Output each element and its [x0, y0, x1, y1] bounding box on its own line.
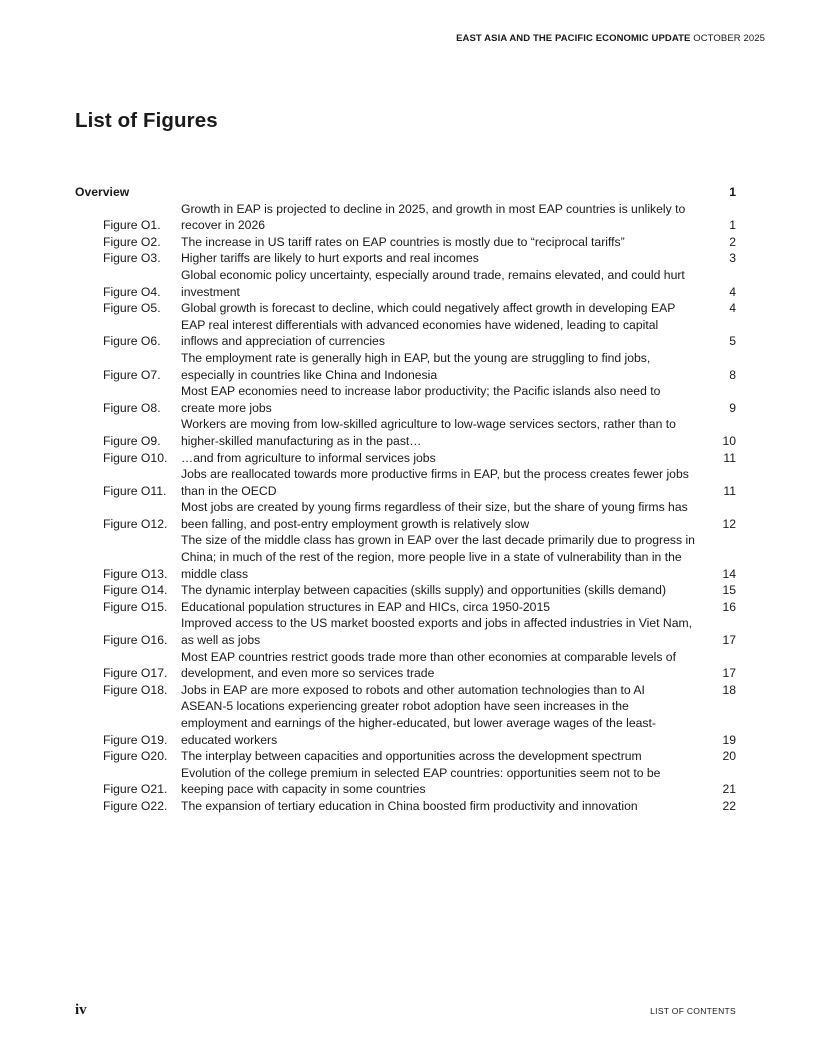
figure-entry[interactable] [75, 682, 736, 699]
figure-page: 16 [722, 599, 736, 614]
publication-date: OCTOBER 2025 [693, 33, 765, 44]
figure-label: Figure O16. [103, 633, 168, 648]
figure-caption: Jobs in EAP are more exposed to robots and other automation technologies than to AI [181, 682, 645, 697]
figure-entry[interactable] [75, 698, 736, 748]
figure-label: Figure O10. [103, 450, 168, 465]
figure-label: Figure O20. [103, 749, 168, 764]
figure-label: Figure O15. [103, 599, 168, 614]
figure-entry[interactable] [75, 615, 736, 648]
figure-label: Figure O22. [103, 798, 168, 813]
figure-page: 15 [722, 583, 736, 598]
figure-page: 20 [722, 749, 736, 764]
figure-entry[interactable] [75, 250, 736, 267]
figure-caption: Most EAP economies need to increase labor productivity; the Pacific islands also need to create more jobs [181, 384, 661, 415]
figure-entry[interactable] [75, 748, 736, 765]
figure-list [75, 184, 736, 815]
figure-label: Figure O19. [103, 732, 168, 747]
figure-label: Figure O7. [103, 367, 161, 382]
figure-page: 22 [722, 798, 736, 813]
figure-label: Figure O14. [103, 583, 168, 598]
running-header [456, 33, 765, 44]
figure-caption: The dynamic interplay between capacities (skills supply) and opportunities (skills demand) [181, 583, 667, 598]
figure-page: 8 [729, 367, 736, 382]
figure-label: Figure O13. [103, 566, 168, 581]
figure-caption: EAP real interest differentials with advanced economies have widened, leading to capital inflows and appreciation of currencies [181, 317, 659, 349]
figure-caption: Global economic policy uncertainty, especially around trade, remains elevated, and could hurt investment [181, 267, 685, 299]
figure-entry[interactable] [75, 599, 736, 616]
figure-label: Figure O8. [103, 400, 161, 415]
figure-page: 1 [729, 218, 736, 233]
figure-caption: Jobs are reallocated towards more productive firms in EAP, but the process creates fewer jobs than in the OECD [181, 467, 689, 498]
figure-caption: Educational population structures in EAP and HICs, circa 1950-2015 [181, 599, 551, 614]
figure-entry[interactable] [75, 267, 736, 300]
figure-label: Figure O9. [103, 433, 161, 448]
figure-entry[interactable] [75, 416, 736, 449]
figure-entry[interactable] [75, 234, 736, 251]
figure-page: 19 [722, 732, 736, 747]
figure-label: Figure O21. [103, 782, 168, 797]
figure-entry[interactable] [75, 466, 736, 499]
figure-page: 17 [722, 633, 736, 648]
figure-entry[interactable] [75, 383, 736, 416]
section-heading[interactable] [75, 184, 736, 201]
figure-label: Figure O3. [103, 251, 161, 266]
figure-entry[interactable] [75, 201, 736, 234]
figure-label: Figure O18. [103, 682, 168, 697]
footer-label: LIST OF CONTENTS [650, 1006, 736, 1016]
figure-label: Figure O12. [103, 516, 168, 531]
figure-entry[interactable] [75, 649, 736, 682]
figure-page: 11 [723, 483, 736, 498]
figure-page: 9 [729, 400, 736, 415]
section-title: Overview [75, 185, 130, 199]
figure-page: 12 [722, 516, 736, 531]
section-page: 1 [729, 185, 736, 199]
figure-label: Figure O5. [103, 301, 161, 316]
figure-entry[interactable] [75, 450, 736, 467]
figure-entry[interactable] [75, 798, 736, 815]
figure-entry[interactable] [75, 300, 736, 317]
figure-caption: The increase in US tariff rates on EAP countries is mostly due to “reciprocal tariffs” [181, 234, 625, 249]
figure-entry[interactable] [75, 582, 736, 599]
figure-caption: …and from agriculture to informal services jobs [181, 450, 436, 465]
figure-label: Figure O4. [103, 284, 161, 299]
page-number: iv [75, 1002, 87, 1018]
figure-caption: The size of the middle class has grown in EAP over the last decade primarily due to progress in China; in much of the rest of the region, more people live in a state of vulnerability than in the middle class [181, 533, 695, 581]
figure-caption: Most EAP countries restrict goods trade more than other economies at comparable levels of development, and even more so services trade [181, 649, 676, 681]
figure-entry[interactable] [75, 499, 736, 532]
figure-page: 4 [729, 301, 736, 316]
figure-page: 5 [729, 334, 736, 349]
figure-page: 11 [723, 450, 736, 465]
figure-caption: ASEAN-5 locations experiencing greater robot adoption have seen increases in the employment and earnings of the higher-educated, but lower average wages of the least-educated workers [181, 699, 656, 747]
figure-label: Figure O11. [103, 483, 167, 498]
figure-caption: Workers are moving from low-skilled agriculture to low-wage services sectors, rather than to higher-skilled manufacturing as in the past… [181, 417, 676, 448]
figure-caption: The interplay between capacities and opportunities across the development spectrum [181, 749, 642, 764]
figure-caption: The employment rate is generally high in EAP, but the young are struggling to find jobs, especially in countries like China and Indonesia [181, 350, 651, 382]
figure-page: 10 [722, 433, 736, 448]
publication-title: EAST ASIA AND THE PACIFIC ECONOMIC UPDATE [456, 33, 691, 44]
figure-page: 3 [729, 251, 736, 266]
figure-caption: Evolution of the college premium in selected EAP countries: opportunities seem not to be keeping pace with capacity in some countries [181, 765, 661, 797]
figure-caption: The expansion of tertiary education in China boosted firm productivity and innovation [181, 798, 638, 813]
figure-label: Figure O1. [103, 218, 161, 233]
figure-label: Figure O6. [103, 334, 161, 349]
figure-page: 14 [722, 566, 736, 581]
figure-page: 18 [722, 682, 736, 697]
figure-caption: Growth in EAP is projected to decline in 2025, and growth in most EAP countries is unlikely to recover in 2026 [181, 201, 686, 233]
figure-entry[interactable] [75, 350, 736, 383]
figure-page: 2 [729, 234, 736, 249]
figure-caption: Improved access to the US market boosted exports and jobs in affected industries in Viet Nam, as well as jobs [181, 616, 693, 648]
figure-entry[interactable] [75, 765, 736, 798]
figure-entry[interactable] [75, 317, 736, 350]
figure-label: Figure O17. [103, 666, 168, 681]
figure-caption: Global growth is forecast to decline, which could negatively affect growth in developing EAP [181, 301, 676, 316]
figure-entry[interactable] [75, 532, 736, 582]
figure-page: 4 [729, 284, 736, 299]
figure-entries [75, 201, 736, 815]
page-title: List of Figures [75, 109, 218, 132]
figure-caption: Most jobs are created by young firms regardless of their size, but the share of young firms has been falling, and post-entry employment growth is relatively slow [181, 500, 688, 531]
figure-caption: Higher tariffs are likely to hurt exports and real incomes [181, 251, 479, 266]
figure-page: 17 [722, 666, 736, 681]
figure-label: Figure O2. [103, 234, 161, 249]
figure-page: 21 [722, 782, 736, 797]
